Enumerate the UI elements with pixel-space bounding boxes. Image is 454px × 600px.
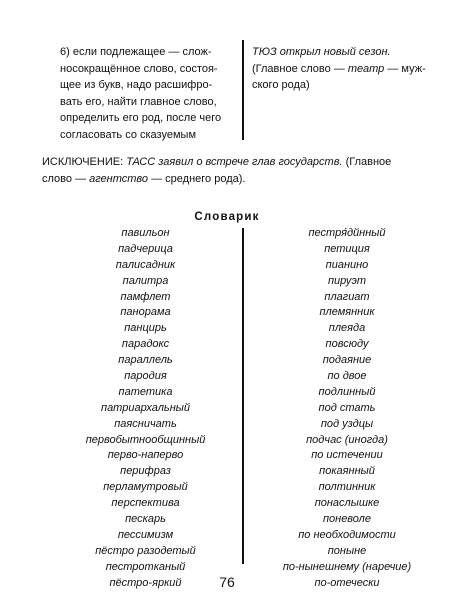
rule-line: носокращённое слово, состоя- <box>60 62 218 75</box>
rule-line: определить его род, после чего <box>60 112 222 125</box>
example-sentence: ТЮЗ открыл новый сезон. <box>252 46 391 58</box>
dictionary-word: паясничать <box>114 417 177 430</box>
dictionary-word: палитра <box>122 274 169 287</box>
dictionary-word: панцирь <box>124 322 167 335</box>
dictionary-divider <box>242 228 244 564</box>
dictionary-word: пародия <box>124 370 167 383</box>
dictionary-word: под уздцы <box>320 417 374 430</box>
dictionary-word: пёстро-яркий <box>109 576 182 589</box>
exception-line2 <box>42 171 442 188</box>
dictionary-word: петиция <box>324 242 370 255</box>
exception-line2-suffix: — среднего рода). <box>148 172 246 185</box>
dictionary-word: под стать <box>318 401 376 414</box>
dictionary-left-column <box>43 226 248 591</box>
dictionary-word: пестротканый <box>105 560 186 573</box>
dictionary-word: панорама <box>120 306 171 319</box>
rule-line: щее из букв, надо расшифро- <box>60 79 213 92</box>
dictionary-word: подаяние <box>322 354 372 367</box>
exception-label: ИСКЛЮЧЕНИЕ: <box>42 156 127 168</box>
dictionary-word: полтинник <box>318 481 376 494</box>
page-number: 76 <box>219 574 235 590</box>
exception-block <box>42 154 442 187</box>
dictionary-word: перифраз <box>120 465 171 478</box>
dictionary-word: плеяда <box>328 322 366 335</box>
dictionary-word: поныне <box>327 544 367 557</box>
dictionary-word: перспектива <box>111 497 180 510</box>
exception-line2-word: агентство <box>89 172 149 185</box>
dictionary-word: подчас (иногда) <box>306 433 388 446</box>
dictionary-word: по двое <box>327 370 367 383</box>
example-note-line2: ского рода) <box>252 79 310 92</box>
dictionary-word: по-нынешнему (наречие) <box>282 560 412 573</box>
dictionary-word: повсюду <box>325 338 369 351</box>
dictionary-word: племянник <box>319 306 375 319</box>
rule-line: согласовать со сказуемым <box>60 128 197 141</box>
dictionary-word: патетика <box>118 385 173 398</box>
example-note-word: театр <box>347 62 385 75</box>
dictionary-word: перво-наперво <box>107 449 184 462</box>
dictionary-word: параллель <box>118 354 173 367</box>
dictionary-word: подлинный <box>318 385 376 398</box>
dictionary-word: по необходимости <box>298 528 396 541</box>
dictionary-word: покаянный <box>319 465 375 478</box>
dictionary-word: пируэт <box>327 274 367 287</box>
dictionary-word: поневоле <box>322 513 372 526</box>
dictionary-word: пессимизм <box>117 528 174 541</box>
dictionary-word: падчерица <box>118 242 173 255</box>
rule-text <box>60 44 238 144</box>
column-divider <box>242 40 244 140</box>
dictionary-word: палисадник <box>115 258 176 271</box>
dictionary-word: по-отечески <box>314 576 380 589</box>
dictionary-word: плагиат <box>324 290 370 303</box>
exception-note-prefix: (Главное <box>342 156 392 168</box>
dictionary-word: понаслышке <box>314 497 380 510</box>
dictionary-word: патриархальный <box>101 401 190 414</box>
dictionary-word: парадокс <box>121 338 170 351</box>
dictionary-word: пескарь <box>125 513 166 526</box>
dictionary-word: павильон <box>121 227 170 239</box>
dictionary-title: Словарик <box>194 211 260 223</box>
exception-line2-prefix: слово — <box>42 172 90 185</box>
dictionary-word: по истечении <box>311 449 383 462</box>
example-note <box>252 61 442 78</box>
dictionary-word: первобытнообщинный <box>85 433 206 446</box>
dictionary-word: пестря́дйнный <box>308 227 386 239</box>
rule-line: 6) если подлежащее — слож- <box>60 46 212 58</box>
exception-sentence: ТАСС заявил о встрече глав государств. <box>126 156 343 168</box>
rule-line: вать его, найти главное слово, <box>60 95 217 108</box>
example-note-prefix: (Главное слово — <box>252 62 348 75</box>
dictionary-word: пёстро разодетый <box>95 544 196 557</box>
dictionary-word: пианино <box>325 258 369 271</box>
example-note-suffix: — муж- <box>384 62 426 75</box>
exception-line1 <box>42 154 442 171</box>
dictionary-right-column <box>252 226 442 591</box>
rule-example <box>252 44 442 94</box>
dictionary-word: перламутровый <box>103 481 188 494</box>
dictionary-word: памфлет <box>120 290 171 303</box>
